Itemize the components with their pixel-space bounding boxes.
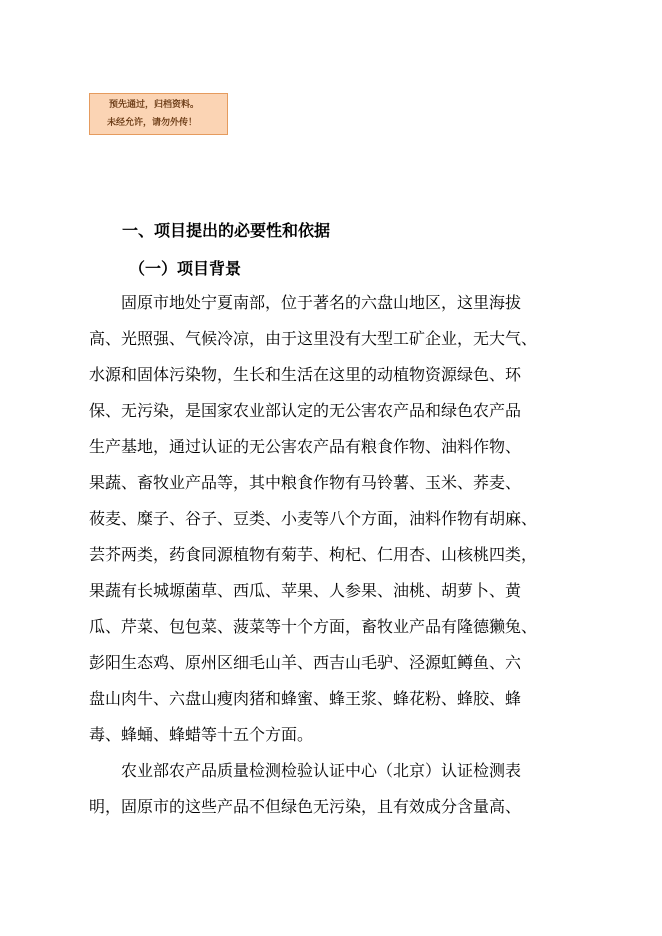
body-line: 彭阳生态鸡、原州区细毛山羊、西吉山毛驴、泾源虹鳟鱼、六 xyxy=(89,653,522,672)
body-line: 盘山肉牛、六盘山瘦肉猪和蜂蜜、蜂王浆、蜂花粉、蜂胶、蜂 xyxy=(89,689,522,708)
body-line: 水源和固体污染物，生长和生活在这里的动植物资源绿色、环 xyxy=(89,365,522,384)
body-line: 毒、蜂蛹、蜂蜡等十五个方面。 xyxy=(89,725,314,744)
body-line: 芸芥两类，药食同源植物有菊芋、枸杞、仁用杏、山核桃四类， xyxy=(89,545,538,564)
body-line: 农业部农产品质量检测检验认证中心（北京）认证检测表 xyxy=(121,761,522,780)
body-line: 明，固原市的这些产品不但绿色无污染，且有效成分含量高、 xyxy=(89,797,522,816)
body-line: 保、无污染，是国家农业部认定的无公害农产品和绿色农产品 xyxy=(89,401,522,420)
notice-line-1: 预先通过，归档资料。 xyxy=(109,100,200,110)
body-line: 固原市地处宁夏南部，位于著名的六盘山地区，这里海拔 xyxy=(121,293,522,312)
body-line: 莜麦、糜子、谷子、豆类、小麦等八个方面，油料作物有胡麻、 xyxy=(89,509,538,528)
notice-line-2: 未经允许，请勿外传！ xyxy=(107,118,198,128)
body-line: 果蔬有长城塬菌草、西瓜、苹果、人参果、油桃、胡萝卜、黄 xyxy=(89,581,522,600)
body-line: 高、光照强、气候冷凉，由于这里没有大型工矿企业，无大气、 xyxy=(89,329,538,348)
body-line: 生产基地，通过认证的无公害农产品有粮食作物、油料作物、 xyxy=(89,437,522,456)
body-line: 瓜、芹菜、包包菜、菠菜等十个方面，畜牧业产品有隆德獭兔、 xyxy=(89,617,538,636)
body-line: 果蔬、畜牧业产品等，其中粮食作物有马铃薯、玉米、荞麦、 xyxy=(89,473,522,492)
section-heading: 一、项目提出的必要性和依据 xyxy=(122,221,331,240)
section-subheading: （一）项目背景 xyxy=(129,259,242,278)
confidential-notice-box xyxy=(89,93,228,135)
